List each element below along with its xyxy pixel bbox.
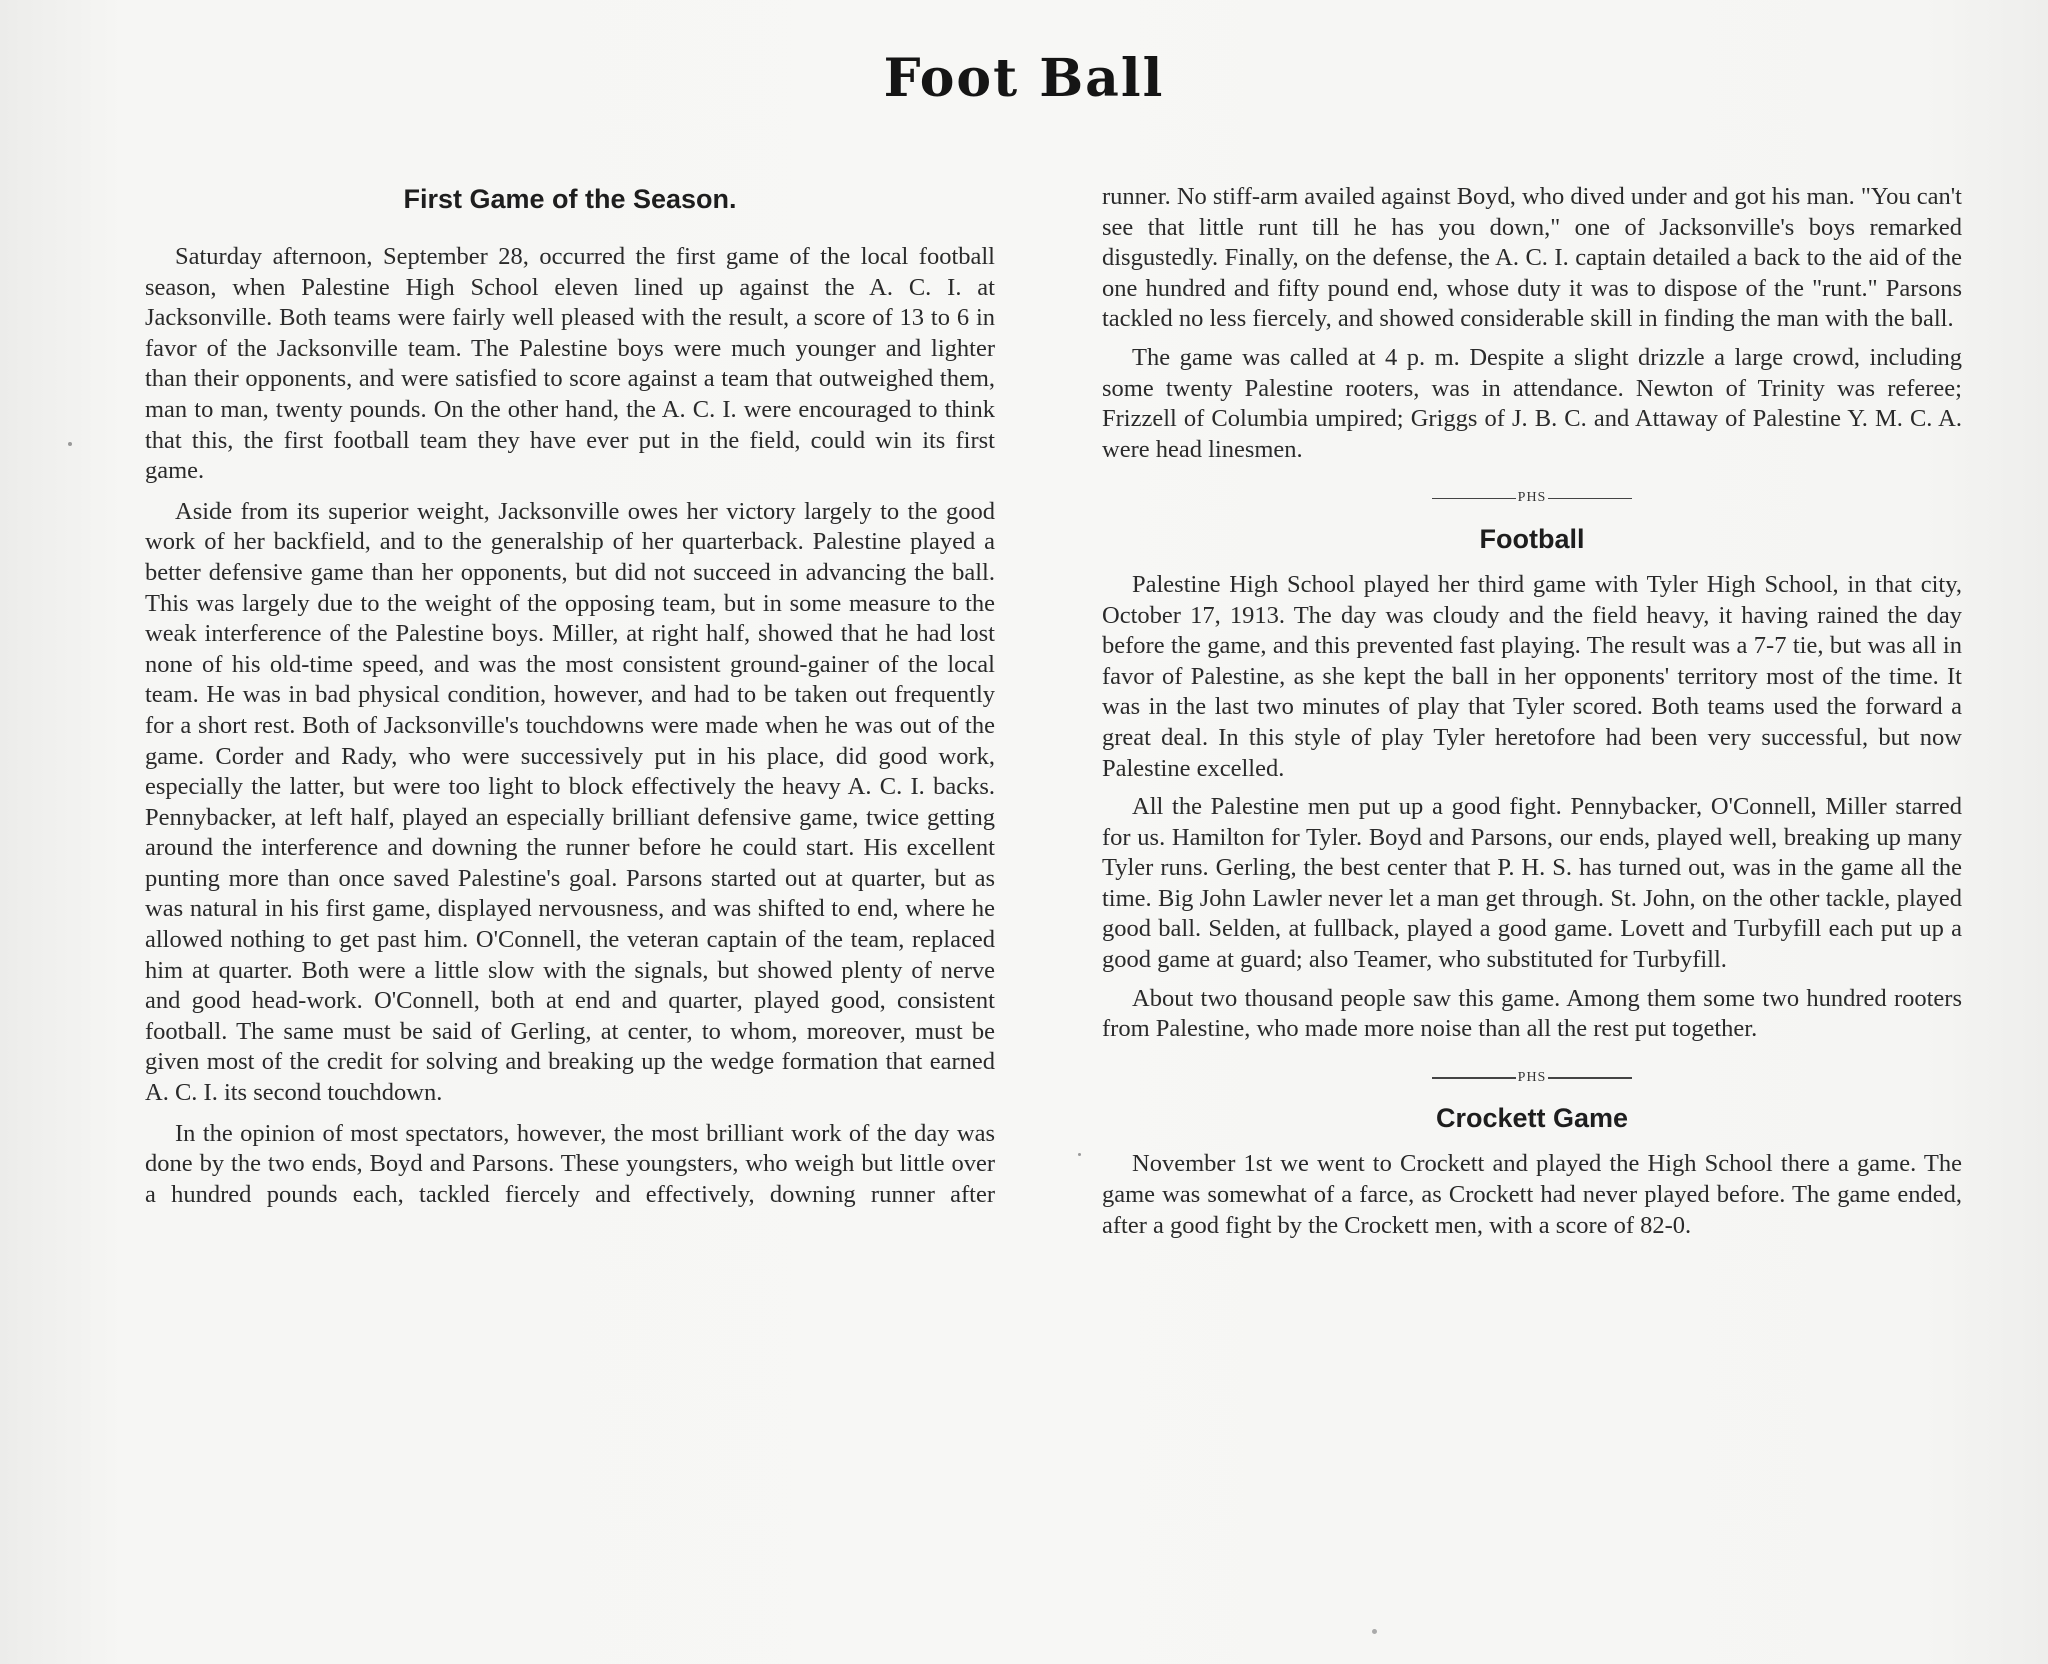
divider-rule <box>1432 498 1516 500</box>
divider-rule <box>1432 1077 1516 1079</box>
print-speck <box>68 442 72 446</box>
paragraph: November 1st we went to Crockett and played the High School there a game. The game was somewhat of a farce, as Crockett had never played before. The game ended, after a good fight by the Crockett men, with a score of 82-0. <box>1102 1150 1962 1239</box>
section-divider <box>1102 483 1962 514</box>
divider-rule <box>1548 1077 1632 1079</box>
print-speck <box>1078 1153 1081 1156</box>
divider-mark: PHS <box>1517 490 1547 506</box>
section-heading-football: Football <box>1479 523 1585 554</box>
paragraph-continuation: runner. No stiff-arm availed against Boyd, who dived under and got his man. "You can't see that little runt till he has you down," one of Jacksonville's boys remarked disgustedly. Finally, on the defense, the A. C. I. captain detailed a back to the aid of the one hundred and fifty pound end, whose duty it was to dispose of the "runt." Parsons tackled no less fiercely, and showed considerable skill in finding the man with the ball. <box>1102 183 1962 333</box>
divider-mark: PHS <box>1517 1069 1547 1085</box>
divider-rule <box>1548 498 1632 500</box>
section-heading-crockett-game: Crockett Game <box>1435 1103 1629 1134</box>
left-column <box>145 180 995 1220</box>
paragraph: Palestine High School played her third game with Tyler High School, in that city, October 17, 1913. The day was cloudy and the field heavy, it having rained the day before the game, and this prevented fast playing. The result was a 7-7 tie, but was all in favor of Palestine, as she kept the ball in her opponents' territory most of the time. It was in the last two minutes of play that Tyler scored. Both teams used the forward a great deal. In this style of play Tyler heretofore had been very successful, but now Palestine excelled. <box>1102 570 1962 782</box>
paragraph: The game was called at 4 p. m. Despite a slight drizzle a large crowd, including some twenty Palestine rooters, was in attendance. Newton of Trinity was referee; Frizzell of Columbia umpired; Griggs of J. B. C. and Attaway of Palestine Y. M. C. A. were head linesmen. <box>1102 343 1962 463</box>
paragraph: Saturday afternoon, September 28, occurred the first game of the local football season, when Palestine High School eleven lined up against the A. C. I. at Jacksonville. Both teams were fairly well pleased with the result, a score of 13 to 6 in favor of the Jacksonville team. The Palestine boys were much younger and lighter than their opponents, and were satisfied to score against a team that outweighed them, man to man, twenty pounds. On the other hand, the A. C. I. were encouraged to think that this, the first football team they have ever put in the field, could win its first game. <box>145 243 995 485</box>
page-title: Foot Ball <box>883 48 1165 109</box>
paragraph: About two thousand people saw this game. Among them some two hundred rooters from Palestine, who made more noise than all the rest put together. <box>1102 984 1962 1043</box>
paragraph: In the opinion of most spectators, however, the most brilliant work of the day was done by the two ends, Boyd and Parsons. These youngsters, who weigh but little over a hundred pounds each, tackled fiercely and effectively, downing runner after <box>145 1119 995 1208</box>
print-speck <box>1372 1629 1377 1634</box>
section-divider <box>1102 1063 1962 1094</box>
right-column <box>1102 182 1962 1249</box>
paragraph: All the Palestine men put up a good fight. Pennybacker, O'Connell, Miller starred for us. Hamilton for Tyler. Boyd and Parsons, our ends, played well, breaking up many Tyler runs. Gerling, the best center that P. H. S. has turned out, was in the game all the time. Big John Lawler never let a man get through. St. John, on the other tackle, played good ball. Selden, at fullback, played a good game. Lovett and Turbyfill each put up a good game at guard; also Teamer, who substituted for Turbyfill. <box>1102 793 1962 974</box>
paragraph: Aside from its superior weight, Jacksonville owes her victory largely to the good work of her backfield, and to the generalship of her quarterback. Palestine played a better defensive game than her opponents, but did not succeed in advancing the ball. This was largely due to the weight of the opposing team, but in some measure to the weak interference of the Palestine boys. Miller, at right half, showed that he had lost none of his old-time speed, and was the most consistent ground-gainer of the local team. He was in bad physical condition, however, and had to be taken out frequently for a short rest. Both of Jacksonville's touchdowns were made when he was out of the game. Corder and Rady, who were successively put in his place, did good work, especially the latter, but were too light to block effectively the heavy A. C. I. backs. Pennybacker, at left half, played an especially brilliant defensive game, twice getting around the interference and downing the runner before he could start. His excellent punting more than once saved Palestine's goal. Parsons started out at quarter, but as was natural in his first game, displayed nervousness, and was shifted to end, where he allowed nothing to get past him. O'Connell, the veteran captain of the team, replaced him at quarter. Both were a little slow with the signals, but showed plenty of nerve and good head-work. O'Connell, both at end and quarter, played good, consistent football. The same must be said of Gerling, at center, to whom, moreover, must be given most of the credit for solving and breaking up the wedge formation that earned A. C. I. its second touchdown. <box>145 497 995 1107</box>
section-heading-first-game: First Game of the Season. <box>403 184 737 214</box>
